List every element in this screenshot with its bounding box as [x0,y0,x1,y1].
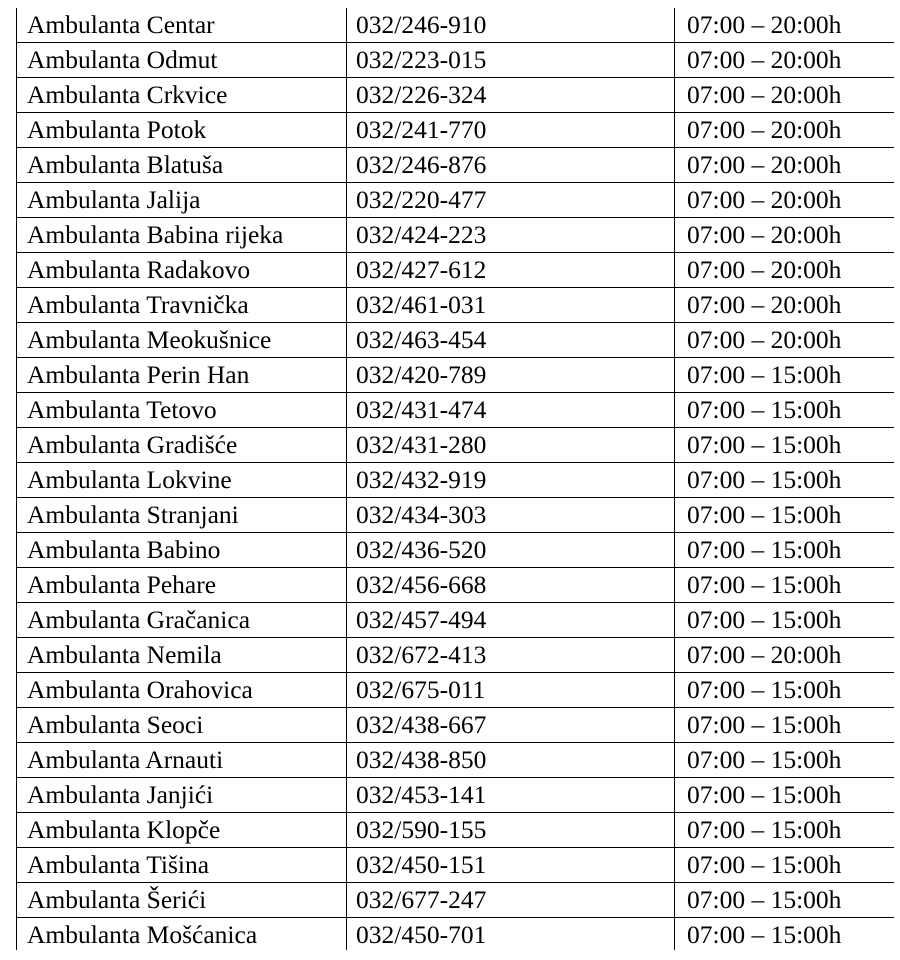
clinic-name-cell: Ambulanta Seoci [17,708,347,743]
clinic-name-cell: Ambulanta Tišina [17,848,347,883]
clinic-hours-cell: 07:00 – 15:00h [675,428,895,463]
table-row [17,603,895,638]
table-row [17,288,895,323]
table-row [17,183,895,218]
clinic-name-cell: Ambulanta Tetovo [17,393,347,428]
clinic-hours-cell: 07:00 – 20:00h [675,8,895,43]
clinic-phone-cell: 032/677-247 [347,883,675,918]
clinic-hours-cell: 07:00 – 15:00h [675,778,895,813]
clinic-phone-cell: 032/246-910 [347,8,675,43]
clinic-hours-cell: 07:00 – 20:00h [675,43,895,78]
clinic-name-cell: Ambulanta Crkvice [17,78,347,113]
table-row [17,78,895,113]
clinic-name-cell: Ambulanta Janjići [17,778,347,813]
table-row [17,323,895,358]
clinic-name-cell: Ambulanta Orahovica [17,673,347,708]
clinic-hours-cell: 07:00 – 15:00h [675,883,895,918]
clinic-phone-cell: 032/220-477 [347,183,675,218]
clinic-name-cell: Ambulanta Nemila [17,638,347,673]
clinic-hours-cell: 07:00 – 20:00h [675,78,895,113]
clinic-phone-cell: 032/450-701 [347,918,675,951]
table-row [17,568,895,603]
table-row [17,463,895,498]
table-row [17,148,895,183]
clinic-name-cell: Ambulanta Perin Han [17,358,347,393]
clinic-hours-cell: 07:00 – 20:00h [675,253,895,288]
table-row [17,428,895,463]
table-row [17,498,895,533]
clinic-name-cell: Ambulanta Travnička [17,288,347,323]
table-row [17,673,895,708]
clinic-name-cell: Ambulanta Mošćanica [17,918,347,951]
clinic-phone-cell: 032/457-494 [347,603,675,638]
clinic-phone-cell: 032/463-454 [347,323,675,358]
clinic-name-cell: Ambulanta Potok [17,113,347,148]
clinic-phone-cell: 032/456-668 [347,568,675,603]
table-row [17,358,895,393]
clinic-name-cell: Ambulanta Blatuša [17,148,347,183]
clinic-hours-cell: 07:00 – 20:00h [675,638,895,673]
clinic-phone-cell: 032/438-850 [347,743,675,778]
clinic-phone-cell: 032/420-789 [347,358,675,393]
clinic-hours-cell: 07:00 – 15:00h [675,393,895,428]
clinic-hours-cell: 07:00 – 15:00h [675,918,895,951]
clinic-table-container [16,8,894,950]
clinic-hours-cell: 07:00 – 15:00h [675,673,895,708]
clinic-name-cell: Ambulanta Šerići [17,883,347,918]
clinic-hours-cell: 07:00 – 15:00h [675,498,895,533]
table-row [17,218,895,253]
clinic-hours-cell: 07:00 – 20:00h [675,113,895,148]
clinic-phone-cell: 032/226-324 [347,78,675,113]
table-row [17,708,895,743]
clinic-hours-cell: 07:00 – 20:00h [675,218,895,253]
clinic-hours-cell: 07:00 – 15:00h [675,813,895,848]
clinic-name-cell: Ambulanta Babino [17,533,347,568]
clinic-hours-cell: 07:00 – 15:00h [675,848,895,883]
clinic-phone-cell: 032/241-770 [347,113,675,148]
clinic-hours-cell: 07:00 – 15:00h [675,743,895,778]
table-row [17,393,895,428]
clinic-phone-cell: 032/461-031 [347,288,675,323]
clinic-hours-cell: 07:00 – 20:00h [675,288,895,323]
clinic-hours-cell: 07:00 – 20:00h [675,323,895,358]
clinic-name-cell: Ambulanta Gračanica [17,603,347,638]
table-row [17,43,895,78]
table-row [17,778,895,813]
clinic-phone-cell: 032/672-413 [347,638,675,673]
table-row [17,8,895,43]
clinic-phone-cell: 032/424-223 [347,218,675,253]
clinic-phone-cell: 032/434-303 [347,498,675,533]
clinic-hours-cell: 07:00 – 15:00h [675,463,895,498]
clinic-hours-cell: 07:00 – 20:00h [675,183,895,218]
clinic-table [16,8,894,950]
clinic-phone-cell: 032/223-015 [347,43,675,78]
clinic-hours-cell: 07:00 – 15:00h [675,568,895,603]
table-row [17,813,895,848]
clinic-name-cell: Ambulanta Stranjani [17,498,347,533]
clinic-name-cell: Ambulanta Radakovo [17,253,347,288]
clinic-name-cell: Ambulanta Klopče [17,813,347,848]
clinic-name-cell: Ambulanta Pehare [17,568,347,603]
clinic-phone-cell: 032/432-919 [347,463,675,498]
clinic-phone-cell: 032/246-876 [347,148,675,183]
clinic-name-cell: Ambulanta Lokvine [17,463,347,498]
clinic-hours-cell: 07:00 – 15:00h [675,603,895,638]
clinic-hours-cell: 07:00 – 20:00h [675,148,895,183]
clinic-name-cell: Ambulanta Jalija [17,183,347,218]
table-row [17,253,895,288]
table-row [17,113,895,148]
table-row [17,743,895,778]
clinic-table-body [17,8,895,950]
clinic-name-cell: Ambulanta Babina rijeka [17,218,347,253]
clinic-phone-cell: 032/431-280 [347,428,675,463]
clinic-hours-cell: 07:00 – 15:00h [675,708,895,743]
table-row [17,848,895,883]
table-row [17,918,895,951]
table-row [17,638,895,673]
clinic-name-cell: Ambulanta Gradišće [17,428,347,463]
clinic-name-cell: Ambulanta Arnauti [17,743,347,778]
clinic-hours-cell: 07:00 – 15:00h [675,533,895,568]
table-row [17,883,895,918]
clinic-phone-cell: 032/590-155 [347,813,675,848]
clinic-phone-cell: 032/438-667 [347,708,675,743]
clinic-hours-cell: 07:00 – 15:00h [675,358,895,393]
clinic-phone-cell: 032/427-612 [347,253,675,288]
clinic-phone-cell: 032/453-141 [347,778,675,813]
clinic-phone-cell: 032/436-520 [347,533,675,568]
clinic-name-cell: Ambulanta Odmut [17,43,347,78]
clinic-phone-cell: 032/675-011 [347,673,675,708]
clinic-name-cell: Ambulanta Meokušnice [17,323,347,358]
table-row [17,533,895,568]
clinic-phone-cell: 032/431-474 [347,393,675,428]
clinic-name-cell: Ambulanta Centar [17,8,347,43]
clinic-phone-cell: 032/450-151 [347,848,675,883]
